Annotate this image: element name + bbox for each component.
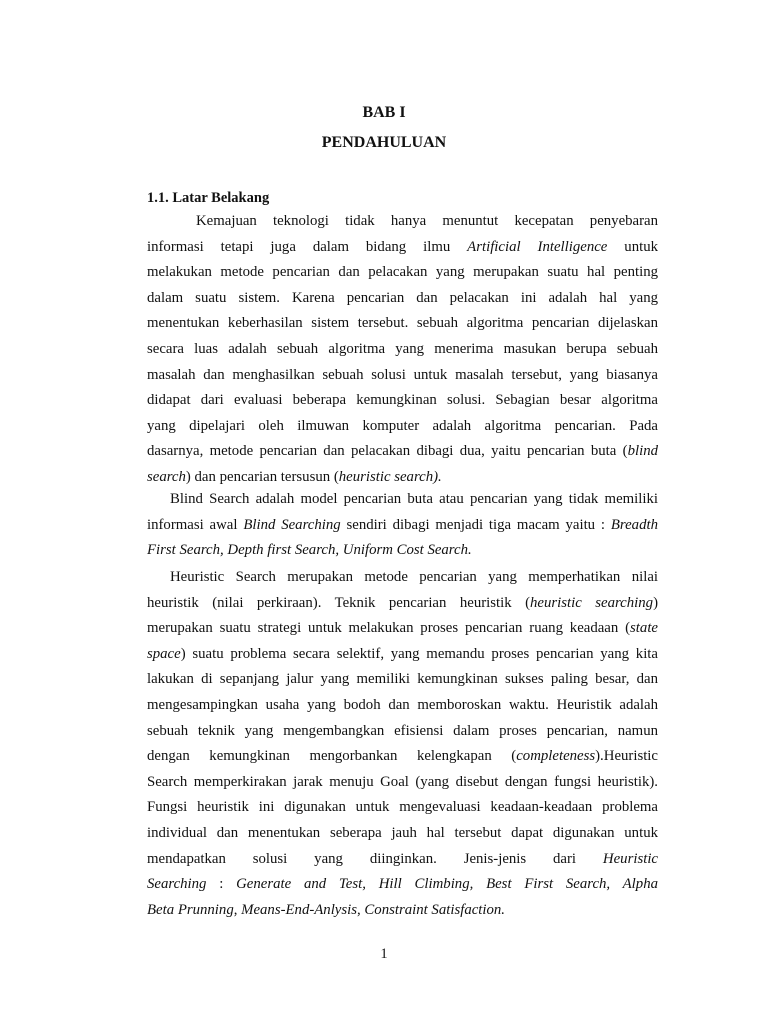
text-run: informasi awal [147, 516, 244, 533]
italic-text: Breadth [610, 516, 658, 533]
chapter-title: PENDAHULUAN [321, 134, 447, 151]
text-run: dalam suatu sistem. Karena pencarian dan pelacakan ini adalah hal yang [147, 289, 658, 306]
text-line [147, 821, 658, 847]
text-run: heuristik (nilai perkiraan). Teknik pencarian heuristik ( [147, 594, 531, 611]
text-run: ).Heuristic [595, 748, 658, 765]
italic-text: space [147, 645, 181, 662]
italic-text: Heuristic [602, 850, 658, 867]
italic-text: Generate and Test, Hill Climbing, Best First Search, Alpha [236, 876, 658, 893]
text-run: ) dan pencarian tersusun ( [185, 468, 339, 485]
text-run: Heuristic Search merupakan metode pencarian yang memperhatikan nilai [170, 569, 658, 585]
text-line [147, 616, 658, 642]
text-run: lakukan di sepanjang jalur yang memiliki kemungkinan sukses paling besar, dan [147, 671, 658, 688]
text-run: sebuah teknik yang mengembangkan efisiensi dalam proses pencarian, namun [147, 722, 658, 739]
text-run: untuk [607, 238, 659, 255]
text-run: menentukan keberhasilan sistem tersebut. sebuah algoritma pencarian dijelaskan [147, 315, 658, 332]
text-line [147, 872, 658, 898]
text-line [147, 693, 658, 719]
text-line [147, 311, 658, 337]
text-run: , [233, 901, 242, 918]
text-run: melakukan metode pencarian dan pelacakan yang merupakan suatu hal penting [147, 264, 658, 281]
text-line [147, 744, 658, 770]
chapter-number: BAB I [362, 104, 406, 121]
text-run: merupakan suatu strategi untuk melakukan proses pencarian ruang keadaan ( [147, 620, 631, 637]
italic-text: heuristic searching [530, 594, 654, 611]
text-line [147, 388, 658, 414]
text-run: dengan kemungkinan mengorbankan kelengkapan ( [147, 748, 517, 765]
text-run: dasarnya, metode pencarian dan pelacakan dibagi dua, yaitu pencarian buta ( [147, 443, 628, 460]
text-line [147, 414, 658, 440]
text-line [147, 439, 658, 465]
text-line [147, 565, 658, 591]
text-line [147, 898, 658, 924]
text-line [147, 337, 658, 363]
italic-text: search [147, 468, 186, 485]
italic-text: Searching [147, 876, 207, 893]
text-line [147, 642, 658, 668]
text-run: Fungsi heuristik ini digunakan untuk mengevaluasi keadaan-keadaan problema [147, 799, 658, 816]
italic-text: state [630, 620, 658, 637]
paragraph-heuristic-search [147, 565, 658, 923]
text-line [147, 719, 658, 745]
italic-text: blind [627, 443, 658, 460]
text-line [147, 538, 658, 564]
italic-text: Artificial Intelligence [467, 238, 608, 255]
text-run: , [357, 901, 365, 918]
section-heading: 1.1. Latar Belakang [147, 190, 270, 206]
text-run: informasi tetapi juga dalam bidang ilmu [147, 238, 468, 255]
text-line [147, 363, 658, 389]
text-run: : [206, 876, 237, 893]
text-run: masalah dan menghasilkan sebuah solusi untuk masalah tersebut, yang biasanya [147, 366, 658, 383]
page-number: 1 [380, 946, 388, 962]
italic-text: completeness [516, 748, 596, 765]
text-run: mendapatkan solusi yang diinginkan. Jenis-jenis dari [147, 850, 603, 867]
italic-text: Means-End-Anlysis [241, 901, 358, 918]
text-line [147, 260, 658, 286]
text-run: Blind Search adalah model pencarian buta atau pencarian yang tidak memiliki [170, 491, 658, 507]
text-line [147, 770, 658, 796]
paragraph-intro [147, 209, 658, 491]
text-line [147, 209, 658, 235]
paragraph-blind-search [147, 487, 658, 564]
italic-text: heuristic search). [338, 468, 442, 485]
text-line [147, 513, 658, 539]
text-run: Search memperkirakan jarak menuju Goal (yang disebut dengan fungsi heuristik). [147, 773, 658, 790]
text-run: didapat dari evaluasi beberapa kemungkinan solusi. Sebagian besar algoritma [147, 392, 658, 409]
text-line [147, 591, 658, 617]
italic-text: First Search, Depth first Search, Uniform Cost Search. [147, 542, 472, 559]
italic-text: Beta Prunning [147, 901, 234, 918]
italic-text: Constraint Satisfaction. [364, 901, 506, 918]
text-run: ) suatu problema secara selektif, yang memandu proses pencarian yang kita [180, 645, 658, 662]
text-run: yang dipelajari oleh ilmuwan komputer adalah algoritma pencarian. Pada [147, 417, 658, 434]
text-run: individual dan menentukan seberapa jauh hal tersebut dapat digunakan untuk [147, 824, 658, 841]
text-line [147, 286, 658, 312]
text-run: sendiri dibagi menjadi tiga macam yaitu : [340, 516, 611, 533]
text-line [147, 847, 658, 873]
text-line [147, 667, 658, 693]
text-line [147, 487, 658, 513]
text-line [147, 795, 658, 821]
text-line [147, 235, 658, 261]
text-run: mengesampingkan usaha yang bodoh dan memboroskan waktu. Heuristik adalah [147, 696, 658, 713]
text-run: secara luas adalah sebuah algoritma yang menerima masukan berupa sebuah [147, 340, 658, 357]
text-run: ) [653, 594, 658, 611]
italic-text: Blind Searching [243, 516, 341, 533]
text-run: Kemajuan teknologi tidak hanya menuntut kecepatan penyebaran [196, 213, 658, 229]
